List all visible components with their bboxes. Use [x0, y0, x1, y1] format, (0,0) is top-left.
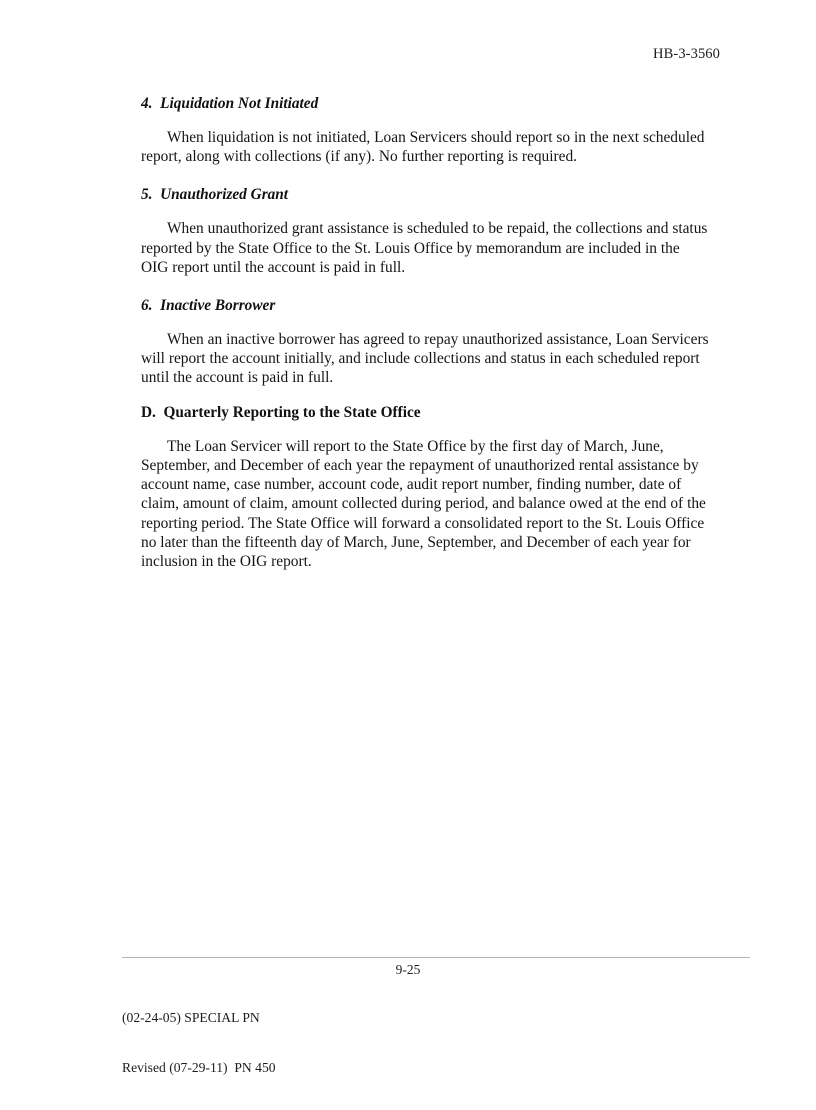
section-paragraph-6: When an inactive borrower has agreed to repay unauthorized assistance, Loan Servicers will report the account initially, and include collections and status in each scheduled report until the account is paid in full.	[141, 330, 709, 386]
section-paragraph-d: The Loan Servicer will report to the State Office by the first day of March, June, September, and December of each year the repayment of unauthorized rental assistance by account name, case number, account code, audit report number, finding number, date of claim, amount of claim, amount collected during period, and balance owed at the end of the reporting period. The State Office will forward a consolidated report to the St. Louis Office no later than the fifteenth day of March, June, September, and December of each year for inclusion in the OIG report.	[141, 438, 706, 570]
section-paragraph-4: When liquidation is not initiated, Loan Servicers should report so in the next scheduled report, along with collections (if any). No further reporting is required.	[141, 129, 705, 166]
spacer	[141, 422, 709, 437]
section-paragraph-5: When unauthorized grant assistance is scheduled to be repaid, the collections and status reported by the State Office to the St. Louis Office by memorandum are included in the OIG report until the account is paid in full.	[141, 220, 708, 276]
document-header-code: HB-3-3560	[653, 46, 720, 62]
section-heading-5: 5. Unauthorized Grant	[141, 186, 289, 204]
section-heading-4: 4. Liquidation Not Initiated	[141, 95, 319, 112]
spacer	[141, 204, 709, 219]
spacer	[141, 113, 709, 128]
spacer	[141, 387, 709, 403]
footer-line-special-pn: (02-24-05) SPECIAL PN	[122, 1010, 260, 1026]
section-heading-6: 6. Inactive Borrower	[141, 296, 276, 314]
footer-divider	[122, 957, 750, 958]
page-number: 9-25	[395, 962, 421, 977]
spacer	[141, 277, 709, 296]
spacer	[141, 166, 709, 185]
spacer	[141, 315, 709, 330]
section-heading-d: D. Quarterly Reporting to the State Office	[141, 404, 421, 422]
document-body	[141, 94, 709, 571]
footer-line-revised-pn: Revised (07-29-11) PN 450	[122, 1059, 276, 1075]
footer-block	[122, 977, 276, 1110]
